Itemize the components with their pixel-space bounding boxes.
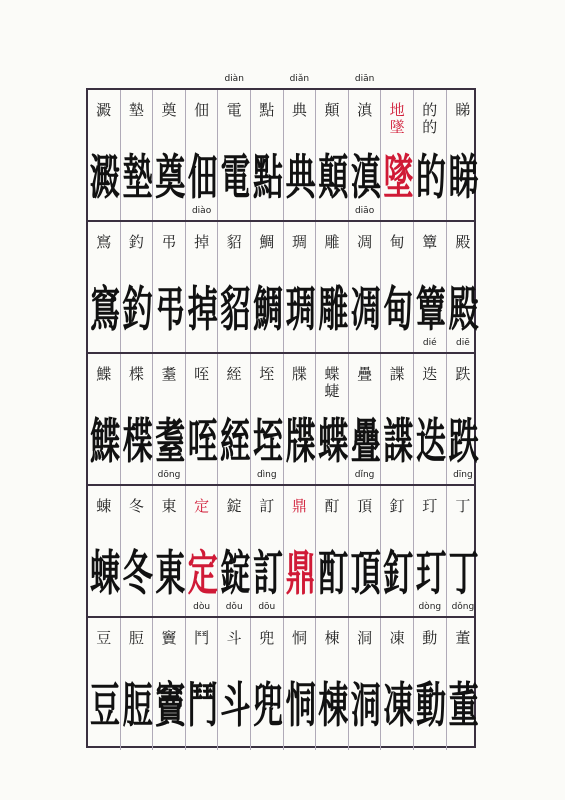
seal-script-character: 耋 [155, 414, 186, 471]
grid-row [88, 74, 479, 222]
character-cell [284, 74, 317, 220]
seal-script-character: 鼎 [285, 546, 316, 603]
seal-script-character: 豆 [90, 678, 120, 735]
character-cell [153, 222, 186, 352]
seal-script-character: 脰 [122, 678, 153, 735]
regular-script-character: 鬥 [194, 629, 210, 647]
seal-script-character: 窵 [90, 282, 120, 339]
regular-script-character: 訂 [259, 497, 275, 515]
character-cell [381, 618, 414, 750]
regular-script-character: 豆 [96, 629, 112, 647]
seal-script-character: 跌 [448, 414, 479, 471]
character-grid [86, 74, 479, 748]
character-cell [284, 618, 317, 750]
character-cell [186, 486, 219, 616]
regular-script-character: 甸 [389, 233, 405, 251]
seal-script-character: 鰈 [90, 414, 120, 471]
character-cell [218, 602, 251, 750]
regular-script-character: 釘 [389, 497, 405, 515]
character-cell [316, 618, 349, 750]
character-cell [251, 470, 284, 616]
regular-script-character: 竇 [161, 629, 177, 647]
regular-script-character: 弔 [161, 233, 177, 251]
character-cell [316, 90, 349, 220]
regular-script-character: 的 的 [422, 101, 438, 136]
character-cell [414, 486, 447, 616]
regular-script-character: 咥 [194, 365, 210, 383]
regular-script-character: 蝶 蜨 [324, 365, 340, 400]
character-cell [153, 470, 186, 616]
character-cell [316, 486, 349, 616]
seal-script-character: 恫 [285, 678, 316, 735]
seal-script-character: 丁 [448, 546, 479, 603]
seal-script-character: 奠 [155, 150, 186, 207]
seal-script-character: 簟 [416, 282, 446, 339]
regular-script-character: 錠 [226, 497, 242, 515]
regular-script-character: 琱 [291, 233, 307, 251]
seal-script-character: 頂 [350, 546, 381, 603]
grid-row [88, 338, 479, 486]
seal-script-character: 凋 [350, 282, 381, 339]
character-cell [153, 354, 186, 484]
seal-script-character: 顛 [318, 150, 349, 207]
seal-script-character: 定 [187, 546, 218, 603]
seal-script-character: 琱 [285, 282, 316, 339]
regular-script-character: 定 [194, 497, 210, 515]
regular-script-character: 凍 [389, 629, 405, 647]
regular-script-character: 絰 [226, 365, 242, 383]
regular-script-character: 鯛 [259, 233, 275, 251]
regular-script-character: 雕 [324, 233, 340, 251]
seal-script-character: 董 [448, 678, 479, 735]
grid-row [88, 206, 479, 354]
regular-script-character: 釣 [128, 233, 144, 251]
seal-script-character: 雕 [318, 282, 349, 339]
regular-script-character: 頂 [357, 497, 373, 515]
seal-script-character: 殿 [448, 282, 479, 339]
regular-script-character: 墊 [128, 101, 144, 119]
character-cell [186, 206, 219, 352]
seal-script-character: 動 [416, 678, 446, 735]
regular-script-character: 兜 [259, 629, 275, 647]
seal-script-character: 兜 [253, 678, 283, 735]
seal-script-character: 錠 [220, 546, 251, 603]
pinyin-label: diào [191, 206, 212, 216]
regular-script-character: 跌 [455, 365, 471, 383]
character-cell [414, 602, 447, 750]
character-cell [88, 354, 121, 484]
character-cell [284, 354, 317, 484]
seal-script-character: 楪 [122, 414, 153, 471]
character-cell [414, 338, 447, 484]
pinyin-label: dīng [453, 470, 473, 480]
seal-script-character: 疊 [350, 414, 381, 471]
character-cell [381, 222, 414, 352]
seal-script-character: 釣 [122, 282, 153, 339]
seal-script-character: 睇 [448, 150, 479, 207]
pinyin-label: diē [456, 338, 470, 348]
regular-script-character: 脰 [128, 629, 144, 647]
regular-script-character: 耋 [161, 365, 177, 383]
regular-script-character: 澱 [96, 101, 112, 119]
regular-script-character: 佃 [194, 101, 210, 119]
seal-script-character: 墜 [383, 150, 414, 207]
regular-script-character: 電 [226, 101, 242, 119]
seal-script-character: 竇 [155, 678, 186, 735]
seal-script-character: 澱 [90, 150, 120, 207]
pinyin-label: diàn [224, 74, 244, 84]
character-cell [186, 602, 219, 750]
regular-script-character: 顛 [324, 101, 340, 119]
regular-script-character: 丁 [455, 497, 471, 515]
seal-script-character: 洞 [350, 678, 381, 735]
grid-row [88, 470, 479, 618]
character-cell [88, 90, 121, 220]
regular-script-character: 冬 [128, 497, 144, 515]
character-cell [186, 354, 219, 484]
seal-script-character: 東 [155, 546, 186, 603]
character-cell [349, 74, 382, 220]
character-cell [88, 618, 121, 750]
pinyin-label: dōu [258, 602, 276, 612]
seal-script-character: 釘 [383, 546, 414, 603]
seal-script-character: 蝀 [90, 546, 120, 603]
seal-script-character: 蝶 [318, 414, 349, 471]
seal-script-character: 迭 [416, 414, 446, 471]
grid-row [88, 602, 479, 750]
character-cell [381, 486, 414, 616]
character-cell [414, 90, 447, 220]
pinyin-label: dòng [418, 602, 442, 612]
pinyin-label: diāo [354, 206, 375, 216]
regular-script-character: 斗 [226, 629, 242, 647]
character-cell [121, 354, 154, 484]
regular-script-character: 楪 [128, 365, 144, 383]
character-cell [153, 618, 186, 750]
regular-script-character: 迭 [422, 365, 438, 383]
character-cell [121, 618, 154, 750]
regular-script-character: 玎 [422, 497, 438, 515]
seal-script-character: 貂 [220, 282, 251, 339]
regular-script-character: 動 [422, 629, 438, 647]
regular-script-character: 窵 [96, 233, 112, 251]
seal-script-character: 佃 [187, 150, 218, 207]
character-cell [447, 222, 480, 352]
character-cell [218, 354, 251, 484]
character-cell [121, 486, 154, 616]
seal-script-character: 鯛 [253, 282, 283, 339]
character-cell [251, 222, 284, 352]
character-cell [381, 354, 414, 484]
seal-script-character: 墊 [122, 150, 153, 207]
regular-script-character: 洞 [357, 629, 373, 647]
character-cell [381, 90, 414, 220]
character-cell [316, 222, 349, 352]
seal-script-character: 訂 [253, 546, 283, 603]
pinyin-label: dǐng [354, 470, 375, 480]
regular-script-character: 牒 [291, 365, 307, 383]
seal-script-character: 的 [416, 150, 446, 207]
seal-script-character: 絰 [220, 414, 251, 471]
regular-script-character: 掉 [194, 233, 210, 251]
character-cell [349, 354, 382, 484]
seal-script-character: 電 [220, 150, 251, 207]
regular-script-character: 凋 [357, 233, 373, 251]
character-cell [349, 618, 382, 750]
seal-script-character: 垤 [253, 414, 283, 471]
regular-script-character: 恫 [291, 629, 307, 647]
regular-script-character: 滇 [357, 101, 373, 119]
pinyin-label: dòu [193, 602, 211, 612]
seal-script-character: 咥 [187, 414, 218, 471]
regular-script-character: 酊 [324, 497, 340, 515]
character-cell [447, 338, 480, 484]
character-cell [251, 602, 284, 750]
regular-script-character: 諜 [389, 365, 405, 383]
regular-script-character: 奠 [161, 101, 177, 119]
seal-script-character: 牒 [285, 414, 316, 471]
pinyin-label: diān [354, 74, 375, 84]
character-cell [88, 486, 121, 616]
pinyin-label: dǒu [225, 602, 243, 612]
character-cell [284, 486, 317, 616]
character-cell [447, 470, 480, 616]
character-cell [121, 90, 154, 220]
regular-script-character: 棟 [324, 629, 340, 647]
character-cell [349, 206, 382, 352]
character-cell [414, 222, 447, 352]
character-cell [121, 222, 154, 352]
pinyin-label: diǎn [289, 74, 310, 84]
pinyin-label: dōng [157, 470, 181, 480]
regular-script-character: 鰈 [96, 365, 112, 383]
regular-script-character: 疊 [357, 365, 373, 383]
seal-script-character: 玎 [416, 546, 446, 603]
character-cell [447, 90, 480, 220]
pinyin-label: dǒng [451, 602, 475, 612]
seal-script-character: 冬 [122, 546, 153, 603]
regular-script-character: 蝀 [96, 497, 112, 515]
character-cell [251, 354, 284, 484]
character-cell [447, 602, 480, 750]
character-cell [316, 354, 349, 484]
character-cell [218, 486, 251, 616]
character-cell [153, 90, 186, 220]
character-cell [88, 222, 121, 352]
character-cell [349, 470, 382, 616]
regular-script-character: 貂 [226, 233, 242, 251]
seal-script-character: 甸 [383, 282, 414, 339]
regular-script-character: 鼎 [291, 497, 307, 515]
seal-script-character: 點 [253, 150, 283, 207]
seal-script-character: 凍 [383, 678, 414, 735]
character-cell [218, 74, 251, 220]
seal-script-character: 諜 [383, 414, 414, 471]
regular-script-character: 簟 [422, 233, 438, 251]
seal-script-character: 酊 [318, 546, 349, 603]
regular-script-character: 董 [455, 629, 471, 647]
character-cell [251, 90, 284, 220]
regular-script-character: 東 [161, 497, 177, 515]
seal-script-character: 斗 [220, 678, 251, 735]
pinyin-label: dìng [256, 470, 277, 480]
seal-script-character: 滇 [350, 150, 381, 207]
regular-script-character: 地 墜 [389, 101, 405, 136]
seal-script-character: 典 [285, 150, 316, 207]
regular-script-character: 典 [291, 101, 307, 119]
character-cell [218, 222, 251, 352]
regular-script-character: 點 [259, 101, 275, 119]
seal-script-character: 掉 [187, 282, 218, 339]
regular-script-character: 殿 [455, 233, 471, 251]
seal-script-character: 棟 [318, 678, 349, 735]
character-cell [284, 222, 317, 352]
seal-script-character: 弔 [155, 282, 186, 339]
regular-script-character: 垤 [259, 365, 275, 383]
pinyin-label: dié [422, 338, 437, 348]
seal-script-character: 鬥 [187, 678, 218, 735]
character-cell [186, 90, 219, 220]
regular-script-character: 睇 [455, 101, 471, 119]
